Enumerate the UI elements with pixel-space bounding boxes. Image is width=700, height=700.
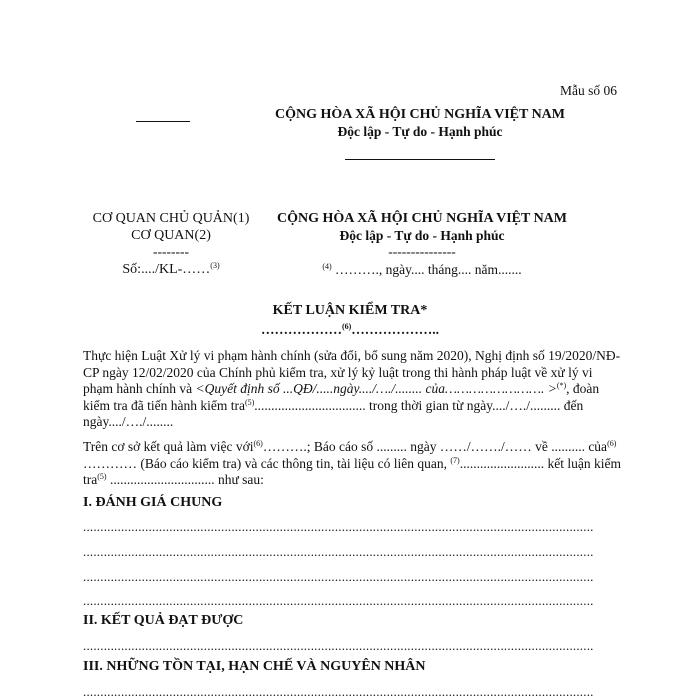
para2-note-2: (6) (607, 439, 617, 448)
agency-parent: CƠ QUAN CHỦ QUẢN(1) (92, 211, 250, 226)
para2-note-4: (5) (97, 472, 107, 481)
document-title: KẾT LUẬN KIỂM TRA* (272, 303, 428, 318)
para2-text-4: ......................... kết luận kiểm tra (83, 455, 621, 487)
para1-note-2: (5) (244, 397, 255, 407)
para2-text-3: ………… (Báo cáo kiểm tra) và các thông tin, tài liệu có liên quan, (83, 455, 451, 471)
place-date-note: (4) (322, 262, 332, 271)
document-number (76, 262, 266, 278)
para1-text-3: ................................. trong thời gian từ ngày..../…./......... đến ngày..../…./........ (83, 397, 584, 429)
top-motto: Độc lập - Tự do - Hạnh phúc (337, 124, 503, 139)
dotted-line: .................................................................................................................................................... (83, 684, 594, 699)
right-separator: --------------- (388, 244, 456, 259)
dotted-line: .................................................................................................................................................... (83, 638, 594, 653)
place-date-text: ………., ngày.... tháng.... năm....... (331, 262, 522, 277)
top-motto-rule (345, 159, 495, 160)
para2-text-1: Trên cơ sở kết quả làm việc với (83, 439, 254, 454)
dotted-line: .................................................................................................................................................... (83, 593, 594, 608)
agency-name: CƠ QUAN(2) (131, 228, 211, 243)
subtitle-right: ……………….. (351, 322, 440, 337)
para2-text-2: ……….; Báo cáo số ......... ngày ……/……./…… về .......... của (262, 439, 608, 454)
document-subtitle (200, 322, 500, 338)
motto: Độc lập - Tự do - Hạnh phúc (339, 228, 505, 243)
top-left-rule (136, 121, 190, 122)
subtitle-note: (6) (341, 322, 352, 331)
para1-note-1: (*) (556, 381, 567, 390)
dotted-line: .................................................................................................................................................... (83, 569, 594, 584)
para2-text-5: ............................... như sau: (106, 472, 264, 487)
dotted-line: .................................................................................................................................................... (83, 544, 594, 559)
para2-note-1: (6) (253, 439, 263, 448)
form-number: Mẫu số 06 (560, 83, 617, 98)
place-date (272, 262, 572, 278)
para1-text-2: , đoàn kiểm tra đã tiến hành kiểm tra (83, 381, 600, 413)
document-number-note: (3) (210, 261, 220, 270)
document-number-text: Số:..../KL-…… (122, 262, 211, 277)
top-national-title: CỘNG HÒA XÃ HỘI CHỦ NGHĨA VIỆT NAM (274, 107, 565, 122)
para2-note-3: (7) (450, 455, 460, 465)
national-title: CỘNG HÒA XÃ HỘI CHỦ NGHĨA VIỆT NAM (276, 211, 567, 226)
section-general-assessment: I. ĐÁNH GIÁ CHUNG (83, 495, 223, 510)
intro-paragraph (83, 348, 623, 431)
left-separator: -------- (153, 244, 189, 259)
section-results: II. KẾT QUẢ ĐẠT ĐƯỢC (83, 613, 244, 628)
basis-paragraph (83, 439, 623, 489)
section-shortcomings: III. NHỮNG TỒN TẠI, HẠN CHẾ VÀ NGUYÊN NHÂN (83, 659, 426, 674)
para1-decision-ref: <Quyết định số ...QĐ/.....ngày..../…./........ của……………………. > (195, 381, 557, 396)
dotted-line: .................................................................................................................................................... (83, 519, 594, 534)
para1-text-1: Thực hiện Luật Xử lý vi phạm hành chính (sửa đổi, bổ sung năm 2020), Nghị định số 19/2020/NĐ-CP ngày 12/02/2020 của Chính phủ kiểm tra, xử lý kỷ luật trong thi hành pháp luật về xử lý vi phạm hành chính và (83, 348, 621, 396)
subtitle-left: ……………… (260, 322, 342, 337)
